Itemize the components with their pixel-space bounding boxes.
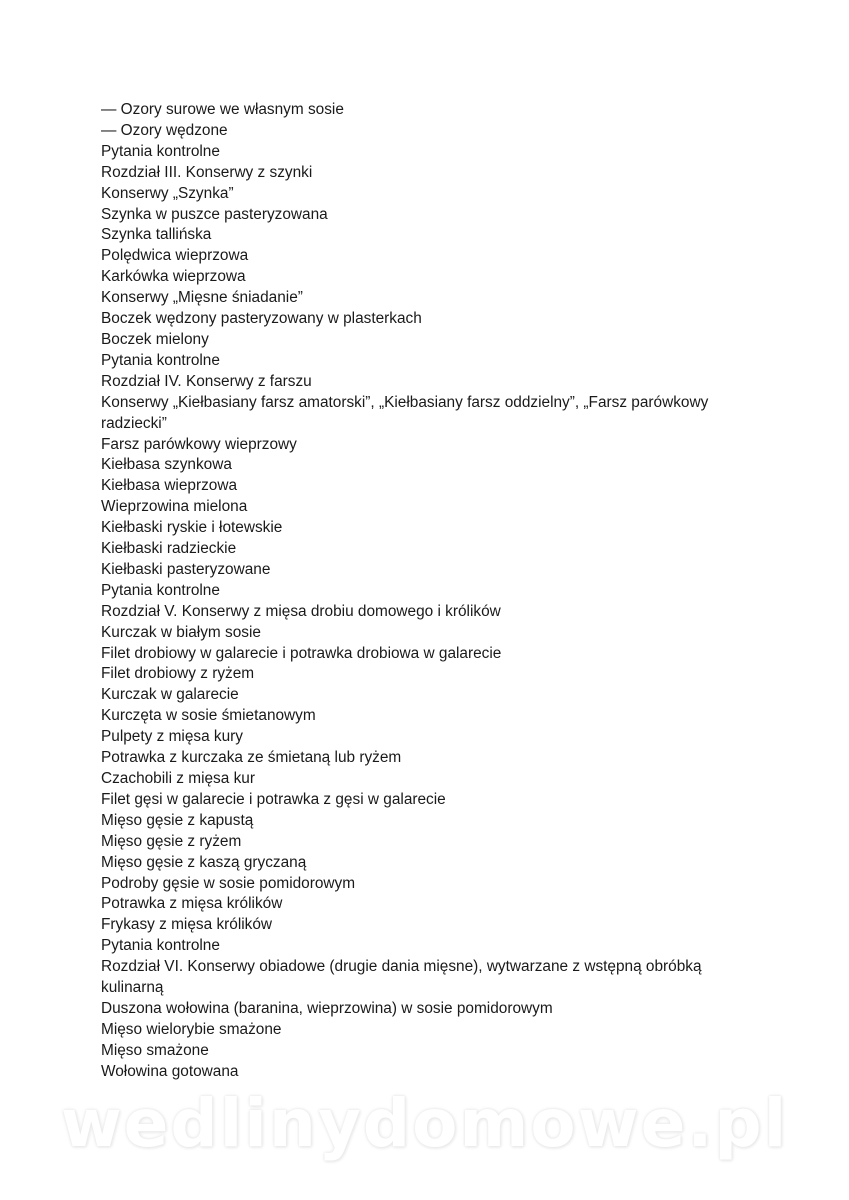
list-item: Kurczak w białym sosie xyxy=(101,623,261,641)
list-item: Pytania kontrolne xyxy=(101,937,220,955)
list-item: Farsz parówkowy wieprzowy xyxy=(101,435,297,453)
list-item: Pytania kontrolne xyxy=(101,581,220,599)
watermark: wedlinydomowe.pl xyxy=(60,1085,789,1162)
list-item: Filet drobiowy z ryżem xyxy=(101,665,255,683)
list-item: Wieprzowina mielona xyxy=(101,498,248,516)
list-item: Potrawka z mięsa królików xyxy=(101,895,283,913)
chapter-heading: Rozdział VI. Konserwy obiadowe (drugie dania mięsne), wytwarzane z wstępną obróbką kulinarną xyxy=(101,958,702,997)
list-item: Kiełbaski ryskie i łotewskie xyxy=(101,519,283,537)
list-item: Mięso smażone xyxy=(101,1041,209,1059)
list-item: Frykasy z mięsa królików xyxy=(101,916,273,934)
chapter-heading: Rozdział V. Konserwy z mięsa drobiu domowego i królików xyxy=(101,602,501,620)
list-item: Filet gęsi w galarecie i potrawka z gęsi w galarecie xyxy=(101,790,446,808)
list-item: Kiełbaski pasteryzowane xyxy=(101,560,271,578)
chapter-heading: Rozdział IV. Konserwy z farszu xyxy=(101,372,312,390)
list-item: Filet drobiowy w galarecie i potrawka drobiowa w galarecie xyxy=(101,644,502,662)
chapter-heading: Rozdział III. Konserwy z szynki xyxy=(101,163,313,181)
list-item: Kiełbasa szynkowa xyxy=(101,456,232,474)
contents-list xyxy=(101,100,761,1083)
list-item: Pytania kontrolne xyxy=(101,142,220,160)
list-item: Kurczęta w sosie śmietanowym xyxy=(101,707,316,725)
list-item: Kurczak w galarecie xyxy=(101,686,239,704)
list-item: Czachobili z mięsa kur xyxy=(101,770,255,787)
list-item: Szynka w puszce pasteryzowana xyxy=(101,205,328,223)
list-item: Mięso gęsie z ryżem xyxy=(101,832,242,850)
list-item: Polędwica wieprzowa xyxy=(101,247,249,265)
list-item: Kiełbasa wieprzowa xyxy=(101,477,238,495)
list-item: Boczek wędzony pasteryzowany w plasterkach xyxy=(101,310,422,328)
list-item: — Ozory wędzone xyxy=(101,121,228,139)
list-item: Wołowina gotowana xyxy=(101,1062,239,1080)
list-item: Pulpety z mięsa kury xyxy=(101,728,243,746)
list-item: Mięso gęsie z kapustą xyxy=(101,811,254,829)
list-item: Konserwy „Kiełbasiany farsz amatorski”, „Kiełbasiany farsz oddzielny”, „Farsz parówkowy radziecki” xyxy=(101,393,709,432)
list-item: Konserwy „Szynka” xyxy=(101,184,234,202)
list-item: Boczek mielony xyxy=(101,330,209,348)
list-item: Duszona wołowina (baranina, wieprzowina) w sosie pomidorowym xyxy=(101,999,553,1017)
list-item: Pytania kontrolne xyxy=(101,351,220,369)
list-item: — Ozory surowe we własnym sosie xyxy=(101,101,344,118)
list-item: Mięso gęsie z kaszą gryczaną xyxy=(101,853,307,871)
list-item: Podroby gęsie w sosie pomidorowym xyxy=(101,874,356,892)
list-item: Potrawka z kurczaka ze śmietaną lub ryżem xyxy=(101,749,402,767)
list-item: Mięso wielorybie smażone xyxy=(101,1020,282,1038)
list-item: Karkówka wieprzowa xyxy=(101,268,246,286)
list-item: Kiełbaski radzieckie xyxy=(101,540,237,558)
list-item: Konserwy „Mięsne śniadanie” xyxy=(101,289,303,307)
list-item: Szynka tallińska xyxy=(101,226,212,244)
